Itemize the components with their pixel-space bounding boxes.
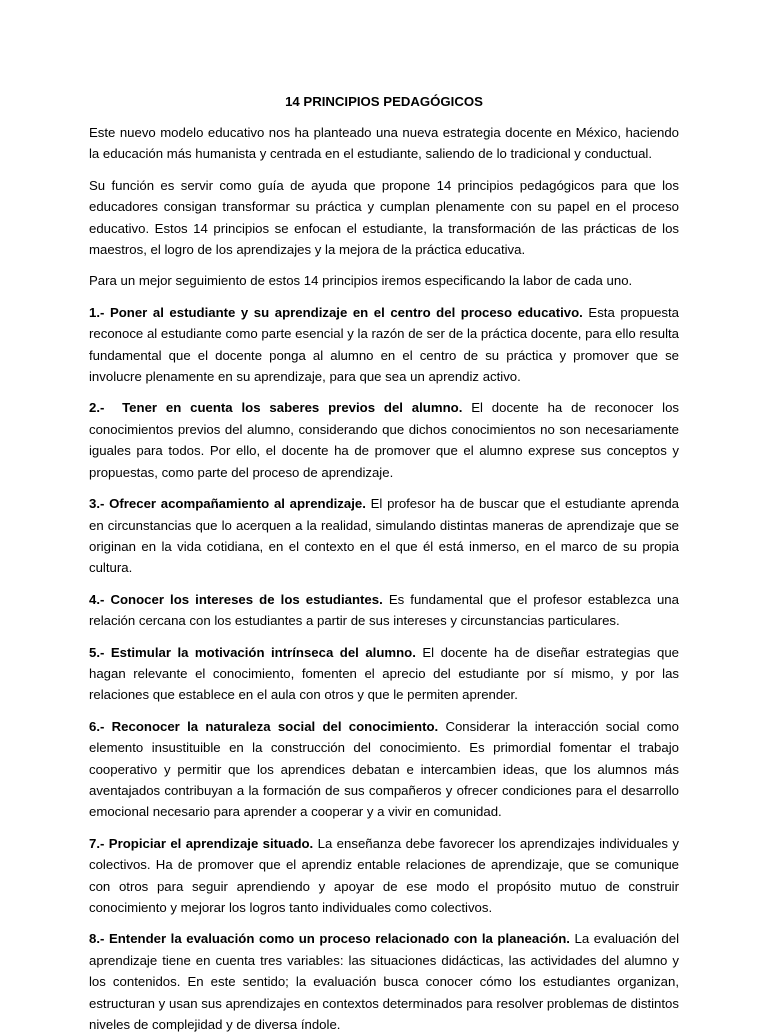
principle-body: El profesor ha de buscar que el estudiante aprenda en circunstancias que lo acerquen a la realidad, simulando distintas maneras de aprendizaje que se originan en la vida cotidiana, en el contexto en el que él está inmerso, en el marco de su propia cultura.: [89, 496, 679, 576]
principle-heading: 7.- Propiciar el aprendizaje situado.: [89, 835, 314, 851]
principle-heading: 4.- Conocer los intereses de los estudiantes.: [89, 591, 383, 607]
principle-body: La enseñanza debe favorecer los aprendizajes individuales y colectivos. Ha de promover que el aprendiz entable relaciones de aprendizaje, que se comunique con otros para seguir aprendiendo y apoyar de ese modo el propósito mutuo de construir conocimiento y mejorar los logros tanto individuales como colectivos.: [89, 835, 679, 915]
intro-paragraph: Este nuevo modelo educativo nos ha planteado una nueva estrategia docente en México, haciendo la educación más humanista y centrada en el estudiante, saliendo de lo tradicional y conductual.: [89, 125, 679, 162]
principle-paragraph: [89, 397, 679, 483]
principle-heading: 8.- Entender la evaluación como un proceso relacionado con la planeación.: [89, 931, 570, 947]
principle-heading: 3.- Ofrecer acompañamiento al aprendizaje.: [89, 496, 366, 512]
document-title: 14 PRINCIPIOS PEDAGÓGICOS: [285, 94, 483, 109]
principle-paragraph: [89, 589, 679, 632]
intro-paragraph: Para un mejor seguimiento de estos 14 principios iremos especificando la labor de cada uno.: [89, 273, 633, 289]
principle-paragraph: [89, 302, 679, 388]
principle-body: Esta propuesta reconoce al estudiante como parte esencial y la razón de ser de la práctica docente, para ello resulta fundamental que el docente ponga al alumno en el centro de su práctica y promover que se involucre plenamente en su aprendizaje, para que sea un aprendiz activo.: [89, 304, 679, 385]
principle-heading: 6.- Reconocer la naturaleza social del conocimiento.: [89, 718, 439, 734]
principle-heading: 1.- Poner al estudiante y su aprendizaje en el centro del proceso educativo.: [89, 304, 583, 320]
principle-body: La evaluación del aprendizaje tiene en cuenta tres variables: las situaciones didácticas, las actividades del alumno y los contenidos. En este sentido; la evaluación busca conocer cómo los estudiantes organizan, estructuran y usan sus aprendizajes en contextos determinados para resolver problemas de distintos niveles de complejidad y de diversa índole.: [89, 931, 680, 1033]
principle-heading: 2.- Tener en cuenta los saberes previos del alumno.: [89, 400, 463, 416]
principle-paragraph: [89, 493, 679, 579]
principle-paragraph: [89, 716, 679, 823]
principle-paragraph: [89, 642, 679, 706]
principle-body: El docente ha de reconocer los conocimientos previos del alumno, considerando que dichos conocimientos no son necesariamente iguales para todos. Por ello, el docente ha de promover que el alumno exprese sus conceptos y propuestas, como parte del proceso de aprendizaje.: [89, 400, 679, 480]
principle-heading: 5.- Estimular la motivación intrínseca del alumno.: [89, 644, 416, 660]
principle-paragraph: [89, 928, 679, 1035]
principle-body: Es fundamental que el profesor establezca una relación cercana con los estudiantes a partir de sus intereses y circunstancias particulares.: [89, 591, 679, 629]
principle-paragraph: [89, 833, 679, 919]
principle-body: El docente ha de diseñar estrategias que hagan relevante el conocimiento, fomenten el aprecio del estudiante por sí mismo, y por las relaciones que establece en el aula con otros y que le permiten aprender.: [89, 644, 679, 703]
intro-paragraph: Su función es servir como guía de ayuda que propone 14 principios pedagógicos para que los educadores consigan transformar su práctica y cumplan plenamente con su papel en el proceso educativo. Estos 14 principios se enfocan el estudiante, la transformación de las prácticas de los maestros, el logro de los aprendizajes y la mejora de la práctica educativa.: [89, 177, 679, 258]
principle-body: Considerar la interacción social como elemento insustituible en la construcción del conocimiento. Es primordial fomentar el trabajo cooperativo y permitir que los aprendices debatan e intercambien ideas, que los alumnos más aventajados contribuyan a la formación de sus compañeros y ofrecer condiciones para el desarrollo emocional necesario para aprender a cooperar y a vivir en comunidad.: [89, 718, 679, 820]
